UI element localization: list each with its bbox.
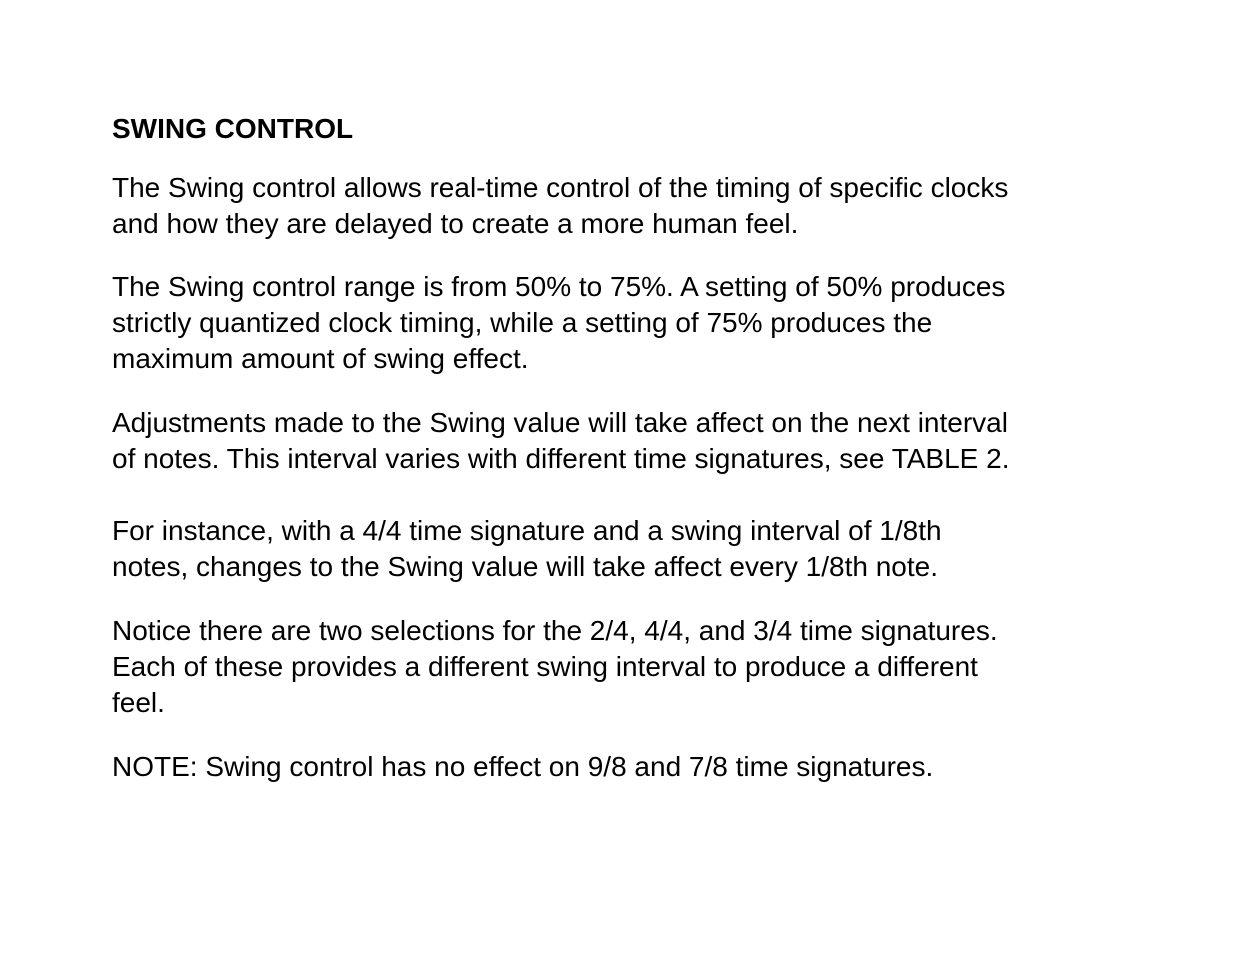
paragraph-line: strictly quantized clock timing, while a setting of 75% produces the: [112, 307, 933, 338]
paragraph-line: and how they are delayed to create a more human feel.: [112, 208, 799, 239]
section-heading: SWING CONTROL: [112, 113, 354, 144]
paragraph-line: feel.: [112, 687, 165, 718]
paragraph-line: Adjustments made to the Swing value will take affect on the next interval: [112, 407, 1008, 438]
paragraph-line: of notes. This interval varies with different time signatures, see TABLE 2.: [112, 443, 1010, 474]
paragraph-line: Each of these provides a different swing interval to produce a different: [112, 651, 978, 682]
paragraph-line: NOTE: Swing control has no effect on 9/8 and 7/8 time signatures.: [112, 751, 934, 782]
paragraph-line: Notice there are two selections for the 2/4, 4/4, and 3/4 time signatures.: [112, 615, 998, 646]
paragraph-adjustments: [112, 405, 1009, 477]
paragraph-line: The Swing control allows real-time control of the timing of specific clocks: [112, 172, 1009, 203]
paragraph-range: [112, 269, 1005, 377]
paragraph-line: The Swing control range is from 50% to 75%. A setting of 50% produces: [112, 271, 1006, 302]
paragraph-intro: [112, 170, 1008, 242]
paragraph-line: maximum amount of swing effect.: [112, 343, 529, 374]
paragraph-selections: [112, 613, 998, 721]
paragraph-line: For instance, with a 4/4 time signature and a swing interval of 1/8th: [112, 515, 942, 546]
paragraph-note: [112, 749, 933, 785]
paragraph-line: notes, changes to the Swing value will take affect every 1/8th note.: [112, 551, 938, 582]
paragraph-example: [112, 513, 942, 585]
